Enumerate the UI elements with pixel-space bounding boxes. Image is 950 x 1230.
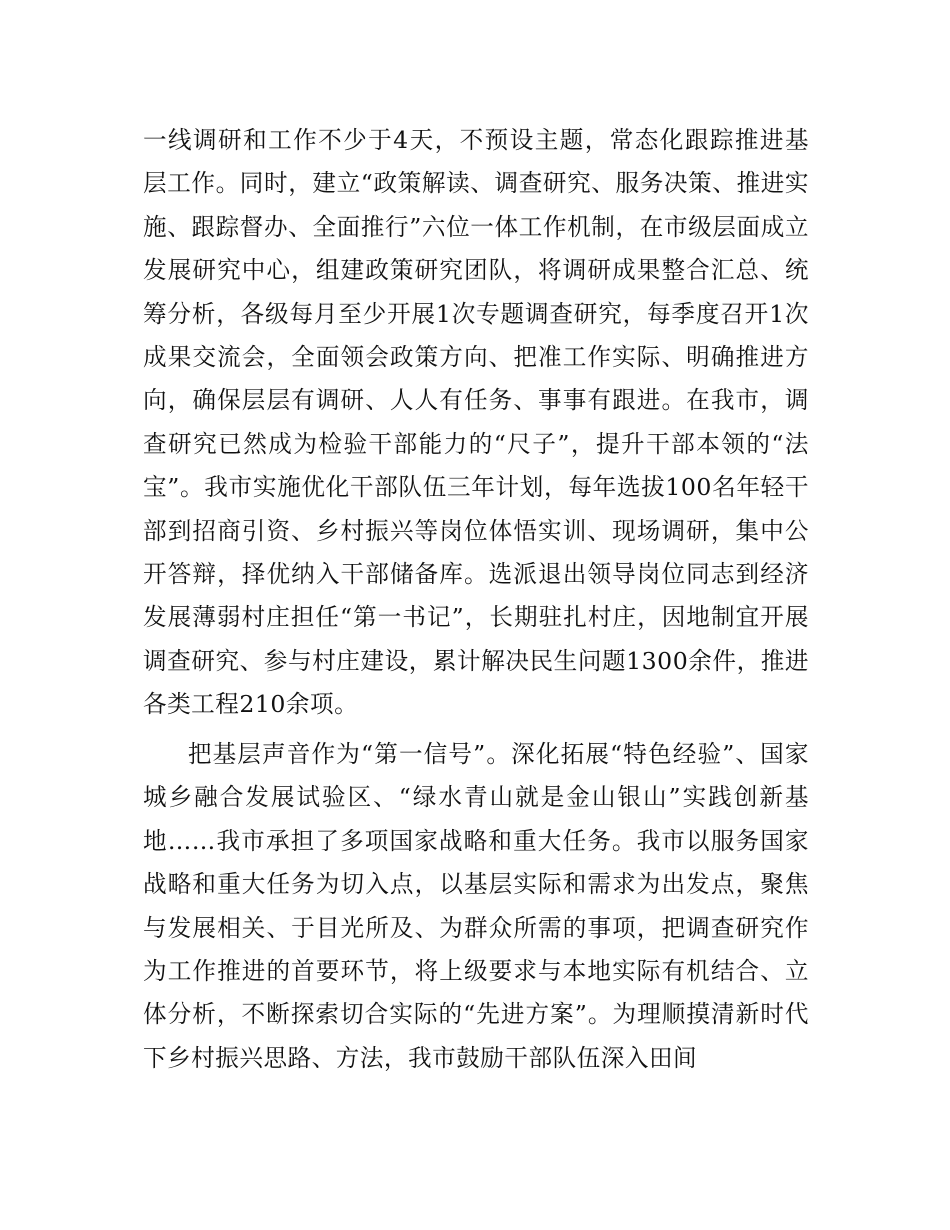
body-paragraph-1: 一线调研和工作不少于4天，不预设主题，常态化跟踪推进基层工作。同时，建立“政策解读、调查研究、服务决策、推进实施、跟踪督办、全面推行”六位一体工作机制，在市级层面成立发展研究中心，组建政策研究团队，将调研成果整合汇总、统筹分析，各级每月至少开展1次专题调查研究，每季度召开1次成果交流会，全面领会政策方向、把准工作实际、明确推进方向，确保层层有调研、人人有任务、事事有跟进。在我市，调查研究已然成为检验干部能力的“尺子”，提升干部本领的“法宝”。我市实施优化干部队伍三年计划，每年选拔100名年轻干部到招商引资、乡村振兴等岗位体悟实训、现场调研，集中公开答辩，择优纳入干部储备库。选派退出领导岗位同志到经济发展薄弱村庄担任“第一书记”，长期驻扎村庄，因地制宜开展调查研究、参与村庄建设，累计解决民生问题1300余件，推进各类工程210余项。: [143, 126, 809, 719]
body-paragraph-2: 把基层声音作为“第一信号”。深化拓展“特色经验”、国家城乡融合发展试验区、“绿水青山就是金山银山”实践创新基地……我市承担了多项国家战略和重大任务。我市以服务国家战略和重大任务为切入点，以基层实际和需求为出发点，聚焦与发展相关、于目光所及、为群众所需的事项，把调查研究作为工作推进的首要环节，将上级要求与本地实际有机结合、立体分析，不断探索切合实际的“先进方案”。为理顺摸清新时代下乡村振兴思路、方法，我市鼓励干部队伍深入田间: [143, 740, 809, 1072]
